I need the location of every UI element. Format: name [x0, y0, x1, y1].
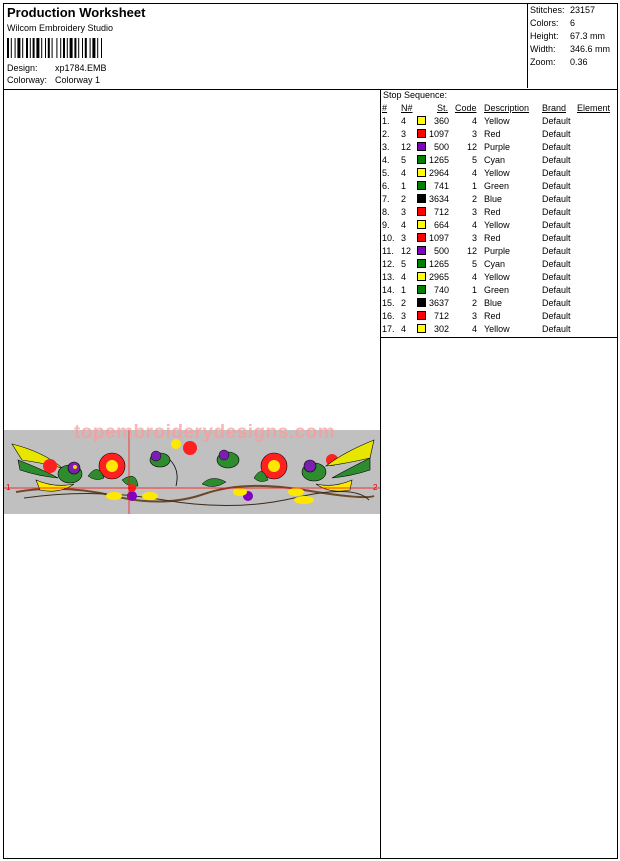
- color-swatch: [417, 311, 426, 320]
- worksheet: [3, 3, 618, 859]
- color-swatch: [417, 194, 426, 203]
- row-brand: Default: [542, 298, 571, 308]
- row-description: Cyan: [484, 259, 506, 269]
- row-needle: 4: [401, 220, 407, 230]
- row-description: Red: [484, 129, 501, 139]
- row-number: 16.: [382, 311, 395, 321]
- color-swatch: [417, 246, 426, 255]
- row-stitches: 302: [433, 324, 449, 334]
- row-code: 4: [471, 220, 477, 230]
- stat-height: Height: 67.3 mm: [530, 31, 606, 41]
- row-needle: 12: [401, 142, 412, 152]
- stop-sequence-row: [381, 116, 617, 129]
- row-number: 17.: [382, 324, 395, 334]
- stat-colors: Colors: 6: [530, 18, 576, 28]
- row-code: 4: [471, 116, 477, 126]
- row-description: Red: [484, 207, 501, 217]
- color-swatch: [417, 168, 426, 177]
- row-code: 1: [471, 285, 477, 295]
- color-swatch: [417, 142, 426, 151]
- row-number: 9.: [382, 220, 390, 230]
- row-number: 15.: [382, 298, 395, 308]
- row-needle: 4: [401, 168, 407, 178]
- stat-width: Width: 346.6 mm: [530, 44, 611, 54]
- row-stitches: 500: [433, 246, 449, 256]
- row-needle: 4: [401, 116, 407, 126]
- row-code: 3: [471, 129, 477, 139]
- row-description: Yellow: [484, 324, 510, 334]
- row-number: 4.: [382, 155, 390, 165]
- row-code: 12: [466, 246, 477, 256]
- design-preview-pane: [4, 89, 381, 858]
- design-row: [7, 63, 107, 73]
- row-description: Blue: [484, 194, 503, 204]
- row-stitches: 712: [433, 207, 449, 217]
- row-code: 1: [471, 181, 477, 191]
- row-brand: Default: [542, 285, 571, 295]
- row-stitches: 740: [433, 285, 449, 295]
- colorway-label: Colorway:: [7, 75, 48, 85]
- color-swatch: [417, 285, 426, 294]
- header-brand: Brand: [542, 103, 567, 113]
- row-code: 2: [471, 298, 477, 308]
- stop-sequence-row: [381, 168, 617, 181]
- row-brand: Default: [542, 259, 571, 269]
- stat-zoom: Zoom: 0.36: [530, 57, 588, 67]
- colorway-value: Colorway 1: [55, 75, 101, 85]
- header-code: Code: [455, 103, 477, 113]
- stop-sequence-table: [381, 89, 617, 338]
- barcode-image: [7, 38, 133, 58]
- row-needle: 3: [401, 129, 407, 139]
- row-brand: Default: [542, 168, 571, 178]
- design-value: xp1784.EMB: [55, 63, 107, 73]
- row-description: Yellow: [484, 220, 510, 230]
- row-needle: 2: [401, 194, 407, 204]
- row-stitches: 2965: [428, 272, 449, 282]
- header-stitches: St.: [437, 103, 449, 113]
- row-needle: 4: [401, 324, 407, 334]
- row-code: 12: [466, 142, 477, 152]
- stop-sequence-row: [381, 129, 617, 142]
- stop-sequence-row: [381, 142, 617, 155]
- design-label: Design:: [7, 63, 38, 73]
- stop-sequence-row: [381, 233, 617, 246]
- row-description: Red: [484, 311, 501, 321]
- stop-sequence-row: [381, 259, 617, 272]
- row-stitches: 1097: [428, 233, 449, 243]
- stop-sequence-row: [381, 155, 617, 168]
- row-stitches: 1265: [428, 259, 449, 269]
- row-needle: 3: [401, 311, 407, 321]
- row-needle: 5: [401, 259, 407, 269]
- row-description: Yellow: [484, 272, 510, 282]
- row-brand: Default: [542, 311, 571, 321]
- row-needle: 5: [401, 155, 407, 165]
- row-stitches: 664: [433, 220, 449, 230]
- row-description: Green: [484, 181, 510, 191]
- row-stitches: 1097: [428, 129, 449, 139]
- row-description: Blue: [484, 298, 503, 308]
- color-swatch: [417, 233, 426, 242]
- row-needle: 3: [401, 207, 407, 217]
- row-stitches: 741: [433, 181, 449, 191]
- row-needle: 4: [401, 272, 407, 282]
- row-number: 10.: [382, 233, 395, 243]
- software-name: Wilcom Embroidery Studio: [7, 23, 114, 33]
- row-stitches: 3634: [428, 194, 449, 204]
- color-swatch: [417, 220, 426, 229]
- row-number: 12.: [382, 259, 395, 269]
- row-code: 3: [471, 311, 477, 321]
- row-brand: Default: [542, 220, 571, 230]
- row-number: 6.: [382, 181, 390, 191]
- row-description: Cyan: [484, 155, 506, 165]
- watermark: topembroiderydesigns.com: [74, 422, 336, 443]
- row-code: 5: [471, 155, 477, 165]
- row-code: 5: [471, 259, 477, 269]
- stop-sequence-row: [381, 298, 617, 311]
- row-brand: Default: [542, 233, 571, 243]
- row-number: 7.: [382, 194, 390, 204]
- row-description: Yellow: [484, 168, 510, 178]
- row-number: 3.: [382, 142, 390, 152]
- stop-sequence-title: Stop Sequence:: [383, 90, 448, 100]
- row-brand: Default: [542, 129, 571, 139]
- row-brand: Default: [542, 116, 571, 126]
- row-number: 2.: [382, 129, 390, 139]
- header-needle: N#: [401, 103, 413, 113]
- row-stitches: 2964: [428, 168, 449, 178]
- row-stitches: 712: [433, 311, 449, 321]
- colorway-row: [7, 75, 100, 85]
- row-brand: Default: [542, 181, 571, 191]
- stop-sequence-row: [381, 220, 617, 233]
- stop-sequence-row: [381, 324, 617, 337]
- stop-sequence-row: [381, 285, 617, 298]
- row-brand: Default: [542, 324, 571, 334]
- row-brand: Default: [542, 194, 571, 204]
- color-swatch: [417, 181, 426, 190]
- row-code: 3: [471, 207, 477, 217]
- design-stats: [527, 4, 618, 88]
- row-code: 4: [471, 324, 477, 334]
- row-needle: 1: [401, 285, 407, 295]
- row-stitches: 1265: [428, 155, 449, 165]
- row-number: 11.: [382, 246, 394, 256]
- row-needle: 1: [401, 181, 407, 191]
- stop-sequence-row: [381, 207, 617, 220]
- color-swatch: [417, 272, 426, 281]
- row-code: 4: [471, 272, 477, 282]
- row-stitches: 500: [433, 142, 449, 152]
- row-code: 2: [471, 194, 477, 204]
- stop-sequence-row: [381, 194, 617, 207]
- row-code: 4: [471, 168, 477, 178]
- row-stitches: 3637: [428, 298, 449, 308]
- row-stitches: 360: [433, 116, 449, 126]
- worksheet-header: [4, 4, 617, 90]
- row-code: 3: [471, 233, 477, 243]
- stop-sequence-row: [381, 246, 617, 259]
- header-num: #: [382, 103, 388, 113]
- color-swatch: [417, 298, 426, 307]
- stop-sequence-row: [381, 311, 617, 324]
- page-title: Production Worksheet: [7, 5, 146, 20]
- row-brand: Default: [542, 142, 571, 152]
- stop-sequence-row: [381, 181, 617, 194]
- color-swatch: [417, 116, 426, 125]
- row-description: Red: [484, 233, 501, 243]
- stat-stitches: Stitches: 23157: [530, 5, 596, 15]
- row-description: Purple: [484, 246, 511, 256]
- color-swatch: [417, 324, 426, 333]
- row-number: 8.: [382, 207, 390, 217]
- color-swatch: [417, 259, 426, 268]
- row-description: Purple: [484, 142, 511, 152]
- start-marker: 1: [6, 483, 11, 492]
- row-description: Yellow: [484, 116, 510, 126]
- color-swatch: [417, 207, 426, 216]
- row-brand: Default: [542, 207, 571, 217]
- row-brand: Default: [542, 246, 571, 256]
- end-marker: 2: [373, 483, 378, 492]
- row-brand: Default: [542, 272, 571, 282]
- row-number: 13.: [382, 272, 395, 282]
- color-swatch: [417, 155, 426, 164]
- row-number: 1.: [382, 116, 390, 126]
- row-number: 14.: [382, 285, 395, 295]
- stop-sequence-pane: [381, 89, 617, 858]
- row-needle: 12: [401, 246, 412, 256]
- row-needle: 2: [401, 298, 407, 308]
- header-element: Element: [577, 103, 611, 113]
- stop-sequence-row: [381, 272, 617, 285]
- row-brand: Default: [542, 155, 571, 165]
- row-description: Green: [484, 285, 510, 295]
- row-needle: 3: [401, 233, 407, 243]
- row-number: 5.: [382, 168, 390, 178]
- color-swatch: [417, 129, 426, 138]
- header-description: Description: [484, 103, 530, 113]
